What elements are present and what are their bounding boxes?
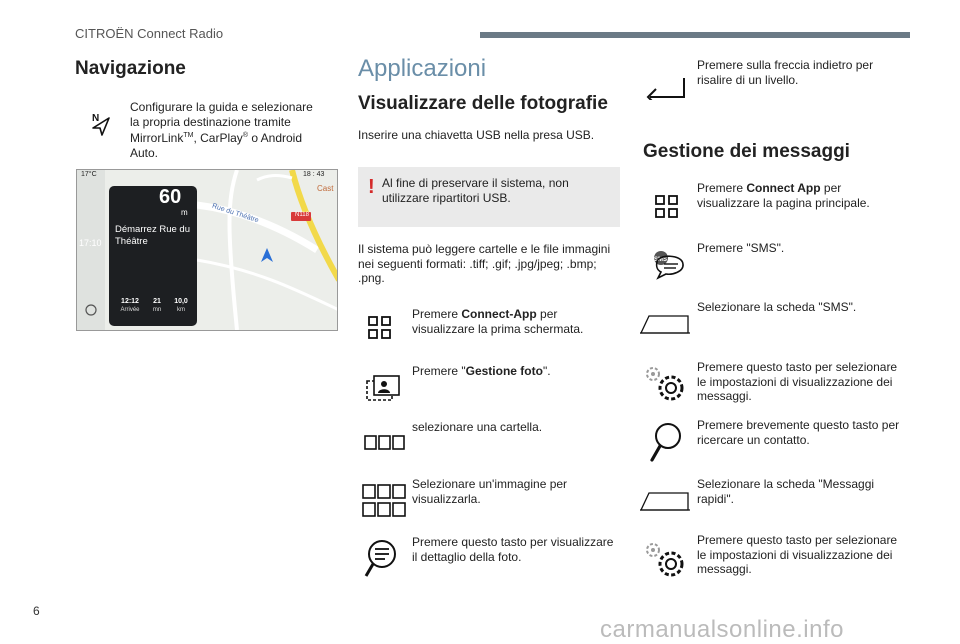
screen-road-badge: N118 [295, 212, 309, 218]
screen-place: Cast [317, 184, 334, 193]
message-step-5: Premere brevemente questo tasto per ricercare un contatto. [697, 418, 900, 447]
warning-icon: ! [368, 176, 375, 198]
screen-temperature: 17°C [81, 171, 97, 178]
apps-grid-icon [368, 316, 392, 340]
screen-duration-label: mn [152, 307, 162, 313]
settings-icon [643, 540, 687, 580]
screen-arrival-value: 12:12 [121, 298, 139, 305]
message-step-1: Premere Connect App per visualizzare la pagina principale. [697, 181, 870, 210]
screen-duration-value: 21 [153, 298, 161, 305]
screen-time: 18 : 43 [303, 171, 325, 178]
watermark: carmanualsonline.info [600, 616, 844, 643]
back-arrow-icon [644, 64, 686, 100]
message-step-4: Premere questo tasto per selezionare le impostazioni di visualizzazione dei messaggi. [697, 360, 898, 403]
screen-street: Rue du Théâtre [211, 202, 260, 225]
navigation-text: Configurare la guida e selezionare la propria destinazione tramite MirrorLink™, CarPlay® o Android Auto. [130, 100, 313, 160]
message-step-2: Premere "SMS". [697, 241, 785, 255]
image-grid-icon [362, 484, 406, 518]
tab-icon [640, 313, 690, 335]
formats-text: Il sistema può leggere cartelle e le file immagini nei seguenti formati: .tiff; .gif; .jpg/jpeg; .bmp; .png. [358, 242, 611, 285]
warning-text: Al fine di preservare il sistema, non utilizzare ripartitori USB. [382, 176, 569, 205]
photo-details-icon [364, 538, 400, 580]
navigation-arrow-icon [90, 112, 112, 136]
photo-step-2: Premere "Gestione foto". [412, 364, 551, 378]
photo-step-1: Premere Connect-App per visualizzare la prima schermata. [412, 307, 584, 336]
usb-intro: Inserire una chiavetta USB nella presa USB. [358, 128, 595, 142]
photo-manager-icon [366, 374, 400, 402]
warning-box [358, 167, 620, 227]
search-icon [648, 422, 684, 464]
tab-icon [640, 490, 690, 512]
header-bar [480, 32, 910, 38]
photo-step-3: selezionare una cartella. [412, 420, 543, 434]
sms-icon [648, 250, 688, 280]
apps-grid-icon [655, 195, 679, 219]
settings-icon [643, 364, 687, 404]
message-step-7: Premere questo tasto per selezionare le impostazioni di visualizzazione dei messaggi. [697, 533, 898, 576]
screen-distance: 60 [159, 186, 182, 208]
screen-clock: 17:10 [79, 238, 102, 248]
back-text: Premere sulla freccia indietro per risalire di un livello. [697, 58, 874, 87]
svg-text:N: N [92, 113, 100, 124]
page-number: 6 [33, 604, 40, 618]
navigation-screenshot [76, 169, 338, 331]
screen-arrival-label: Arrivée [120, 307, 140, 313]
screen-distance-unit: m [181, 208, 188, 217]
applications-heading: Applicazioni [358, 55, 487, 82]
photo-step-5: Premere questo tasto per visualizzare il dettaglio della foto. [412, 535, 614, 564]
folders-icon [364, 433, 406, 453]
screen-instruction: Démarrez Rue du Théâtre [115, 224, 190, 247]
screen-km-label: km [177, 307, 185, 313]
running-header: CITROËN Connect Radio [75, 26, 224, 41]
messages-heading: Gestione dei messaggi [643, 141, 850, 162]
message-step-6: Selezionare la scheda "Messaggi rapidi". [697, 477, 875, 506]
photo-step-4: Selezionare un'immagine per visualizzarla. [412, 477, 568, 506]
photos-heading: Visualizzare delle fotografie [358, 93, 608, 114]
navigation-heading: Navigazione [75, 58, 186, 79]
screen-km-value: 10,0 [174, 298, 188, 305]
message-step-3: Selezionare la scheda "SMS". [697, 300, 857, 314]
svg-text:SMS: SMS [654, 257, 668, 263]
